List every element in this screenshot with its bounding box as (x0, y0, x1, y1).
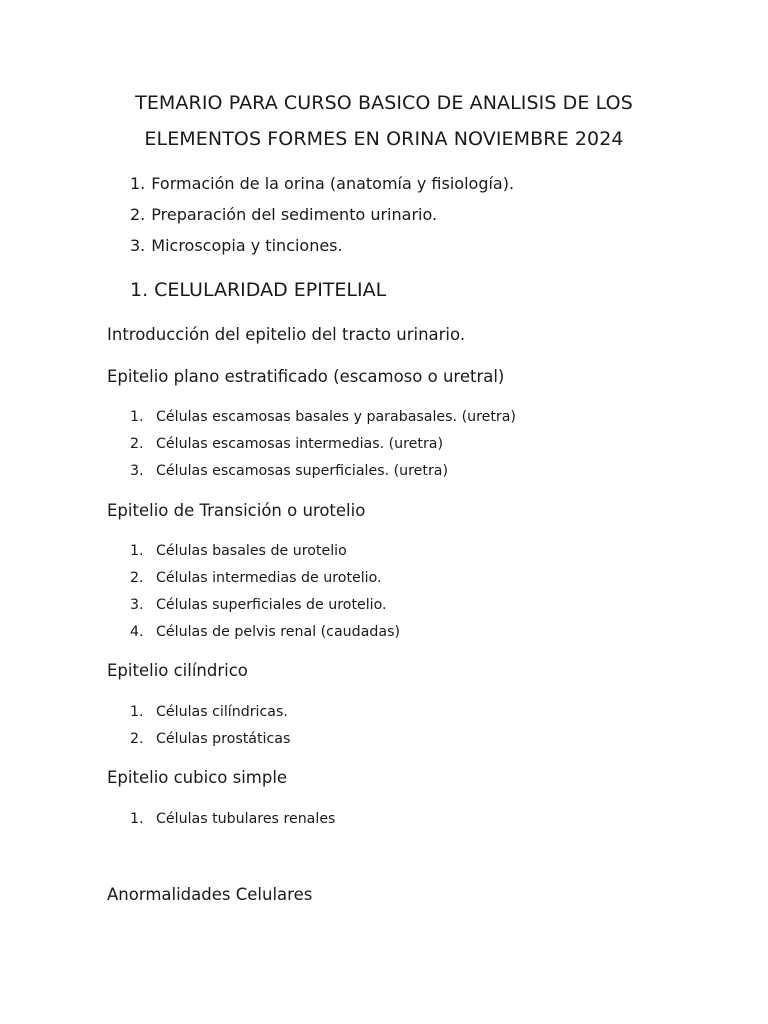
list-item-number: 1. (130, 704, 144, 720)
group-heading: Epitelio plano estratificado (escamoso o uretral) (107, 367, 505, 386)
section-title: CELULARIDAD EPITELIAL (154, 279, 387, 301)
intro-list-item (130, 174, 514, 193)
list-item (130, 543, 347, 559)
list-item-text: Células basales de urotelio (156, 543, 347, 559)
list-item-number: 1. (130, 409, 144, 425)
list-item-number: 2. (130, 570, 144, 586)
list-item (130, 731, 290, 747)
list-item-text: Células escamosas intermedias. (uretra) (156, 436, 444, 452)
intro-list-item (130, 205, 437, 224)
group-heading: Epitelio cubico simple (107, 768, 288, 787)
document-title-line-2: ELEMENTOS FORMES EN ORINA NOVIEMBRE 2024 (144, 128, 624, 150)
document-title-line-1: TEMARIO PARA CURSO BASICO DE ANALISIS DE LOS (135, 92, 633, 114)
list-item (130, 570, 382, 586)
list-item-text: Células tubulares renales (156, 811, 336, 827)
list-item-number: 2. (130, 731, 144, 747)
list-item-number: 4. (130, 624, 144, 640)
list-item-text: Células cilíndricas. (156, 704, 288, 720)
intro-list-item (130, 236, 343, 255)
intro-list-text: Preparación del sedimento urinario. (151, 205, 438, 224)
list-item (130, 597, 387, 613)
list-item-text: Células prostáticas (156, 731, 291, 747)
intro-list-text: Formación de la orina (anatomía y fisiología). (151, 174, 515, 193)
list-item-number: 2. (130, 436, 144, 452)
intro-list-number: 1. (130, 174, 146, 193)
list-item (130, 409, 516, 425)
intro-list-number: 2. (130, 205, 146, 224)
list-item-text: Células superficiales de urotelio. (156, 597, 387, 613)
list-item-text: Células de pelvis renal (caudadas) (156, 624, 400, 640)
list-item-number: 1. (130, 811, 144, 827)
list-item (130, 463, 448, 479)
group-heading: Epitelio cilíndrico (107, 661, 248, 680)
list-item-text: Células intermedias de urotelio. (156, 570, 382, 586)
closing-heading: Anormalidades Celulares (107, 885, 313, 904)
intro-paragraph: Introducción del epitelio del tracto urinario. (107, 325, 466, 344)
list-item-text: Células escamosas basales y parabasales. (uretra) (156, 409, 516, 425)
group-heading: Epitelio de Transición o urotelio (107, 501, 366, 520)
list-item (130, 704, 288, 720)
list-item-number: 1. (130, 543, 144, 559)
section-heading (130, 279, 386, 301)
list-item-number: 3. (130, 463, 144, 479)
list-item (130, 624, 400, 640)
list-item (130, 436, 443, 452)
intro-list-number: 3. (130, 236, 146, 255)
section-number: 1. (130, 279, 149, 301)
intro-list-text: Microscopia y tinciones. (151, 236, 343, 255)
list-item-number: 3. (130, 597, 144, 613)
list-item-text: Células escamosas superficiales. (uretra) (156, 463, 449, 479)
list-item (130, 811, 335, 827)
